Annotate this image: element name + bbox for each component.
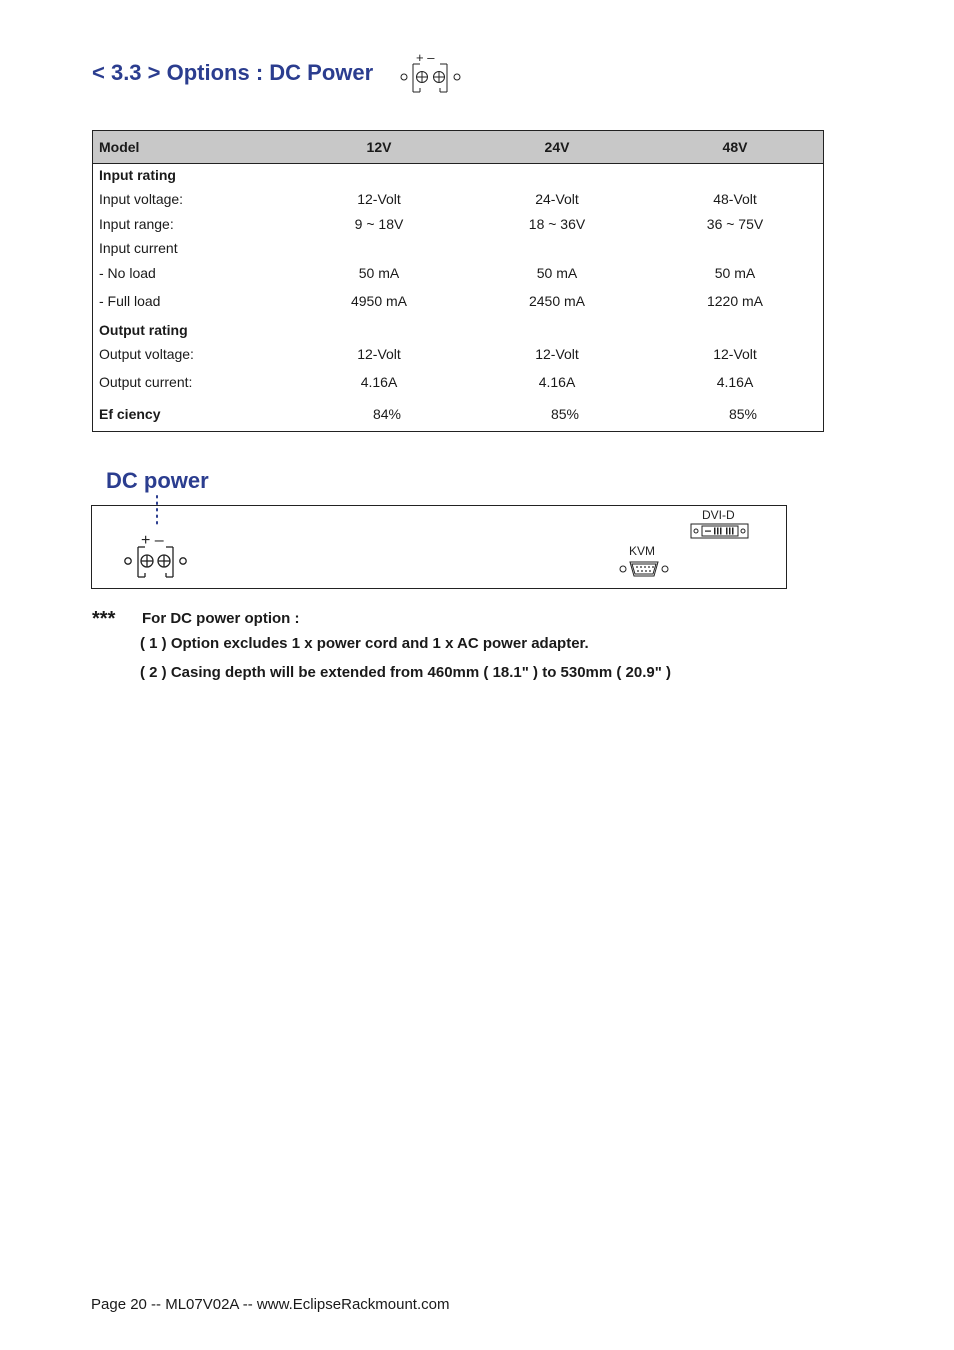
kvm-label: KVM xyxy=(629,544,656,558)
row-label: Input voltage: xyxy=(99,191,184,207)
row-value: 36 ~ 75V xyxy=(706,216,764,232)
header-24v: 24V xyxy=(544,139,570,155)
row-value: 12-Volt xyxy=(535,346,579,362)
row-label: Output voltage: xyxy=(99,346,194,362)
row-value: 50 mA xyxy=(536,265,578,281)
row-value: 48-Volt xyxy=(713,191,757,207)
row-value: 12-Volt xyxy=(357,346,401,362)
dc-terminal-icon xyxy=(122,530,190,580)
svg-text:+ –: + – xyxy=(416,50,435,65)
row-value: 1220 mA xyxy=(706,293,764,309)
row-label: - Full load xyxy=(99,293,161,309)
row-label: - No load xyxy=(99,265,156,281)
header-48v: 48V xyxy=(722,139,748,155)
dvi-port-icon xyxy=(690,522,750,540)
row-value: 84% xyxy=(372,406,402,422)
row-value: 4950 mA xyxy=(350,293,408,309)
row-label: Input range: xyxy=(99,216,174,232)
spec-table-header xyxy=(93,131,823,164)
rear-panel-diagram xyxy=(91,505,787,589)
header-12v: 12V xyxy=(366,139,392,155)
header-model: Model xyxy=(99,139,140,155)
row-value: 4.16A xyxy=(538,374,576,390)
dc-terminal-icon xyxy=(398,50,464,96)
spec-table xyxy=(92,130,824,432)
row-label: Input current xyxy=(99,240,178,256)
svg-text:+ –: + – xyxy=(141,532,164,549)
row-value: 50 mA xyxy=(714,265,756,281)
notes-stars: *** xyxy=(92,608,116,630)
row-value: 85% xyxy=(728,406,758,422)
row-value: 12-Volt xyxy=(713,346,757,362)
row-value: 2450 mA xyxy=(528,293,586,309)
row-value: 85% xyxy=(550,406,580,422)
row-label: Output rating xyxy=(99,322,188,338)
note-item-1: ( 1 ) Option excludes 1 x power cord and 1 x AC power adapter. xyxy=(140,635,589,652)
row-value: 18 ~ 36V xyxy=(528,216,586,232)
row-value: 4.16A xyxy=(360,374,398,390)
row-value: 24-Volt xyxy=(535,191,579,207)
page-title: < 3.3 > Options : DC Power xyxy=(92,60,374,85)
row-label: Output current: xyxy=(99,374,193,390)
dotted-indicator-line xyxy=(152,494,162,528)
vga-port-icon xyxy=(618,559,670,579)
note-item-2: ( 2 ) Casing depth will be extended from 460mm ( 18.1" ) to 530mm ( 20.9" ) xyxy=(140,664,672,681)
notes-title: For DC power option : xyxy=(142,610,300,627)
row-value: 50 mA xyxy=(358,265,400,281)
row-value: 9 ~ 18V xyxy=(354,216,404,232)
row-label: Ef ciency xyxy=(99,406,161,422)
row-value: 12-Volt xyxy=(357,191,401,207)
page-footer: Page 20 -- ML07V02A -- www.EclipseRackmount.com xyxy=(91,1296,450,1313)
row-value: 4.16A xyxy=(716,374,754,390)
row-label: Input rating xyxy=(99,167,176,183)
section-title-dc-power: DC power xyxy=(106,468,209,493)
dvi-d-label: DVI-D xyxy=(702,508,735,522)
